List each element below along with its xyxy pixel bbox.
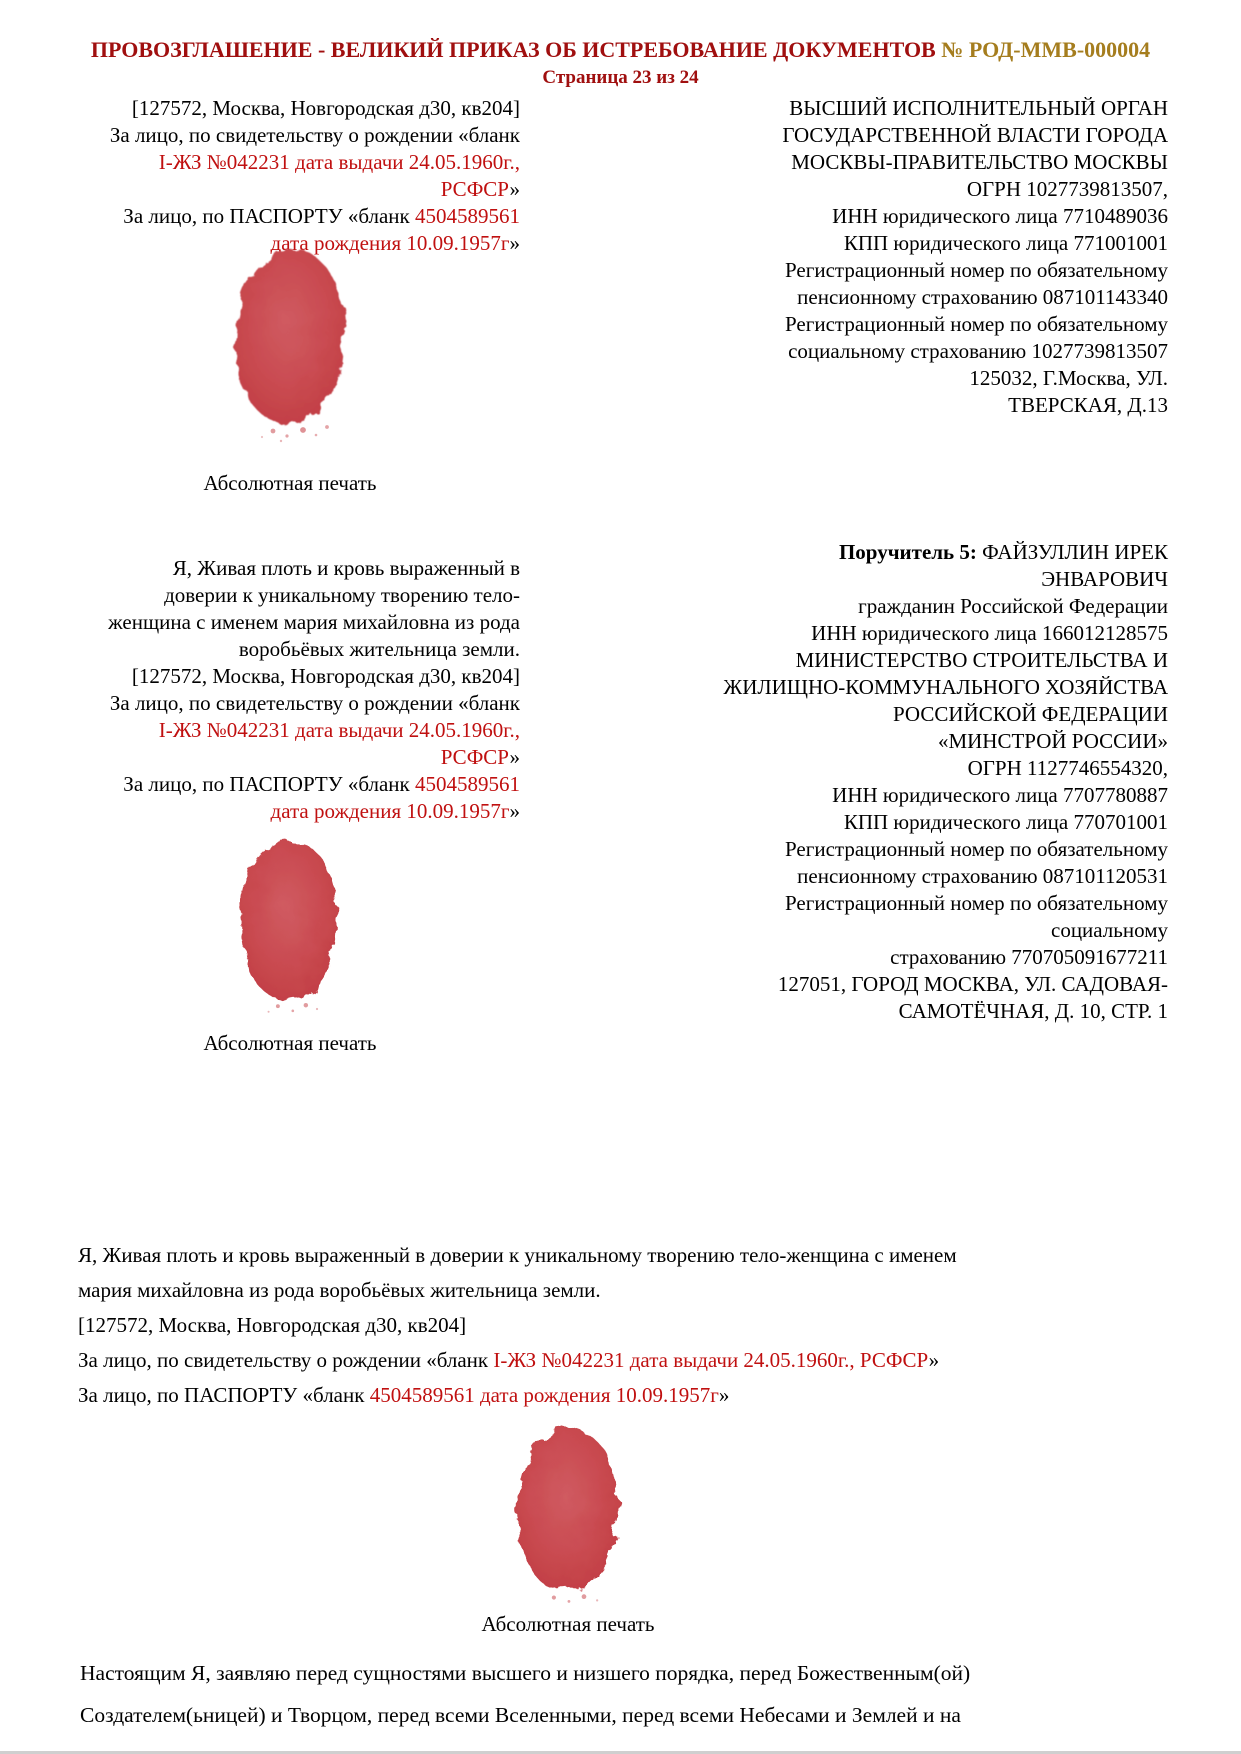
authority-line: Регистрационный номер по обязательному (785, 312, 1168, 336)
guarantor-line: РОССИЙСКОЙ ФЕДЕРАЦИИ (893, 702, 1168, 726)
document-title-line (0, 36, 1241, 64)
declaration-line: женщина с именем мария михайловна из рода (108, 610, 520, 634)
birth-cert-number: І-ЖЗ №042231 дата выдачи 24.05.1960г., (158, 718, 520, 742)
passport-line (60, 771, 520, 798)
stamp-caption: Абсолютная печать (203, 1031, 377, 1055)
guarantor-line: «МИНСТРОЙ РОССИИ» (937, 729, 1168, 753)
guarantor-line: САМОТЁЧНАЯ, Д. 10, СТР. 1 (898, 999, 1168, 1023)
page-number: Страница 23 из 24 (542, 67, 699, 88)
statement-line: Создателем(ьницей) и Творцом, перед всеми Вселенными, перед всеми Небесами и Землей и на (80, 1703, 961, 1727)
authority-line: ГОСУДАРСТВЕННОЙ ВЛАСТИ ГОРОДА (782, 123, 1168, 147)
guarantor-label: Поручитель 5: (838, 540, 977, 564)
address-line: [127572, Москва, Новгородская д30, кв204] (131, 96, 520, 120)
passport-line (60, 203, 520, 230)
fingerprint-stamp (220, 831, 360, 1022)
stamp-block-1 (60, 241, 520, 497)
guarantor-line: социальному (1051, 918, 1168, 942)
passport-line (78, 1378, 1170, 1413)
guarantor-line: ИНН юридического лица 7707780887 (832, 783, 1168, 807)
declaration-line: Я, Живая плоть и кровь выраженный в (172, 556, 520, 580)
authority-line: КПП юридического лица 771001001 (843, 231, 1168, 255)
text-segment: За лицо, по свидетельству о рождении «бланк (78, 1348, 494, 1372)
guarantor-line: ЖИЛИЩНО-КОММУНАЛЬНОГО ХОЗЯЙСТВА (723, 675, 1168, 699)
stamp-caption: Абсолютная печать (481, 1612, 655, 1636)
passport-number: 4504589561 дата рождения 10.09.1957г (369, 1383, 719, 1407)
guarantor-block (540, 539, 1168, 1025)
guarantor-line: страхованию 770705091677211 (890, 945, 1168, 969)
guarantor-line: пенсионному страхованию 087101120531 (797, 864, 1168, 888)
guarantor-line: ЭНВАРОВИЧ (1041, 567, 1168, 591)
text-segment: » (718, 1383, 730, 1407)
stamp-block-2 (60, 831, 520, 1057)
authority-line: социальному страхованию 1027739813507 (788, 339, 1168, 363)
red-text-segment: РСФСР (440, 745, 510, 769)
stamp-spatter (268, 1003, 319, 1013)
guarantor-line: КПП юридического лица 770701001 (843, 810, 1168, 834)
address-line: [127572, Москва, Новгородская д30, кв204] (131, 664, 520, 688)
declaration-line: воробьёвых жительница земли. (238, 637, 520, 661)
birth-cert-region (60, 176, 520, 203)
text-segment: За лицо, по ПАСПОРТУ «бланк (123, 204, 415, 228)
authority-line: ОГРН 1027739813507, (966, 177, 1168, 201)
birth-cert-number: І-ЖЗ №042231 дата выдачи 24.05.1960г., (158, 150, 520, 174)
red-text-segment: дата рождения 10.09.1957г (270, 799, 510, 823)
authority-line: ТВЕРСКАЯ, Д.13 (1008, 393, 1168, 417)
passport-birthdate-line (60, 798, 520, 825)
guarantor-line: гражданин Российской Федерации (858, 594, 1168, 618)
statement-line: Настоящим Я, заявляю перед сущностями высшего и низшего порядка, перед Божественным(ой) (80, 1661, 971, 1685)
right-column (540, 95, 1168, 1025)
fullwidth-declaration (78, 1238, 1170, 1638)
guarantor-line: ИНН юридического лица 166012128575 (811, 621, 1168, 645)
authority-line: Регистрационный номер по обязательному (785, 258, 1168, 282)
text-segment: » (509, 177, 520, 201)
guarantor-heading (540, 539, 1168, 566)
authority-line: пенсионному страхованию 087101143340 (797, 285, 1168, 309)
text-segment: » (928, 1348, 940, 1372)
authority-line: МОСКВЫ-ПРАВИТЕЛЬСТВО МОСКВЫ (791, 150, 1168, 174)
birth-cert-line: За лицо, по свидетельству о рождении «бланк (109, 691, 520, 715)
stamp-block-3 (22, 1419, 1114, 1638)
authority-requisites-block (540, 95, 1168, 419)
text-segment: » (509, 745, 520, 769)
guarantor-line: Регистрационный номер по обязательному (785, 891, 1168, 915)
passport-number: 4504589561 (415, 204, 520, 228)
fingerprint-stamp (215, 241, 365, 446)
stamp-caption: Абсолютная печать (203, 471, 377, 495)
guarantor-line: Регистрационный номер по обязательному (785, 837, 1168, 861)
text-segment: » (509, 231, 520, 255)
document-title: ПРОВОЗГЛАШЕНИЕ - ВЕЛИКИЙ ПРИКАЗ ОБ ИСТРЕБОВАНИЕ ДОКУМЕНТОВ (90, 37, 936, 62)
declaration-line: Я, Живая плоть и кровь выраженный в доверии к уникальному творению тело-женщина с именем (78, 1243, 957, 1267)
left-column (60, 95, 520, 1057)
text-segment: За лицо, по ПАСПОРТУ «бланк (78, 1383, 370, 1407)
guarantor-line: МИНИСТЕРСТВО СТРОИТЕЛЬСТВА И (795, 648, 1168, 672)
birth-cert-number: І-ЖЗ №042231 дата выдачи 24.05.1960г., РСФСР (493, 1348, 929, 1372)
declaration-line: мария михайловна из рода воробьёвых жительница земли. (78, 1278, 601, 1302)
guarantor-line: 127051, ГОРОД МОСКВА, УЛ. САДОВАЯ- (777, 972, 1168, 996)
person-requisites-block-1 (60, 95, 520, 257)
document-header (0, 36, 1241, 90)
address-line: [127572, Москва, Новгородская д30, кв204] (78, 1313, 467, 1337)
fingerprint-stamp (497, 1419, 639, 1607)
declaration-line: доверии к уникальному творению тело- (164, 583, 520, 607)
guarantor-line: ОГРН 1127746554320, (967, 756, 1168, 780)
birth-cert-line: За лицо, по свидетельству о рождении «бланк (109, 123, 520, 147)
birth-cert-region (60, 744, 520, 771)
final-statement (80, 1652, 1170, 1736)
document-number: № РОД-ММВ-000004 (941, 37, 1151, 62)
passport-number: 4504589561 (415, 772, 520, 796)
authority-line: 125032, Г.Москва, УЛ. (969, 366, 1168, 390)
red-text-segment: РСФСР (440, 177, 510, 201)
birth-cert-line (78, 1343, 1170, 1378)
text-segment: » (509, 799, 520, 823)
guarantor-name: ФАЙЗУЛЛИН ИРЕК (976, 540, 1168, 564)
text-segment: За лицо, по ПАСПОРТУ «бланк (123, 772, 415, 796)
stamp-spatter (261, 425, 329, 442)
authority-line: ВЫСШИЙ ИСПОЛНИТЕЛЬНЫЙ ОРГАН (789, 96, 1168, 120)
declaration-block (60, 555, 520, 825)
stamp-spatter (552, 1594, 598, 1602)
red-text-segment: дата рождения 10.09.1957г (270, 231, 510, 255)
authority-line: ИНН юридического лица 7710489036 (832, 204, 1168, 228)
